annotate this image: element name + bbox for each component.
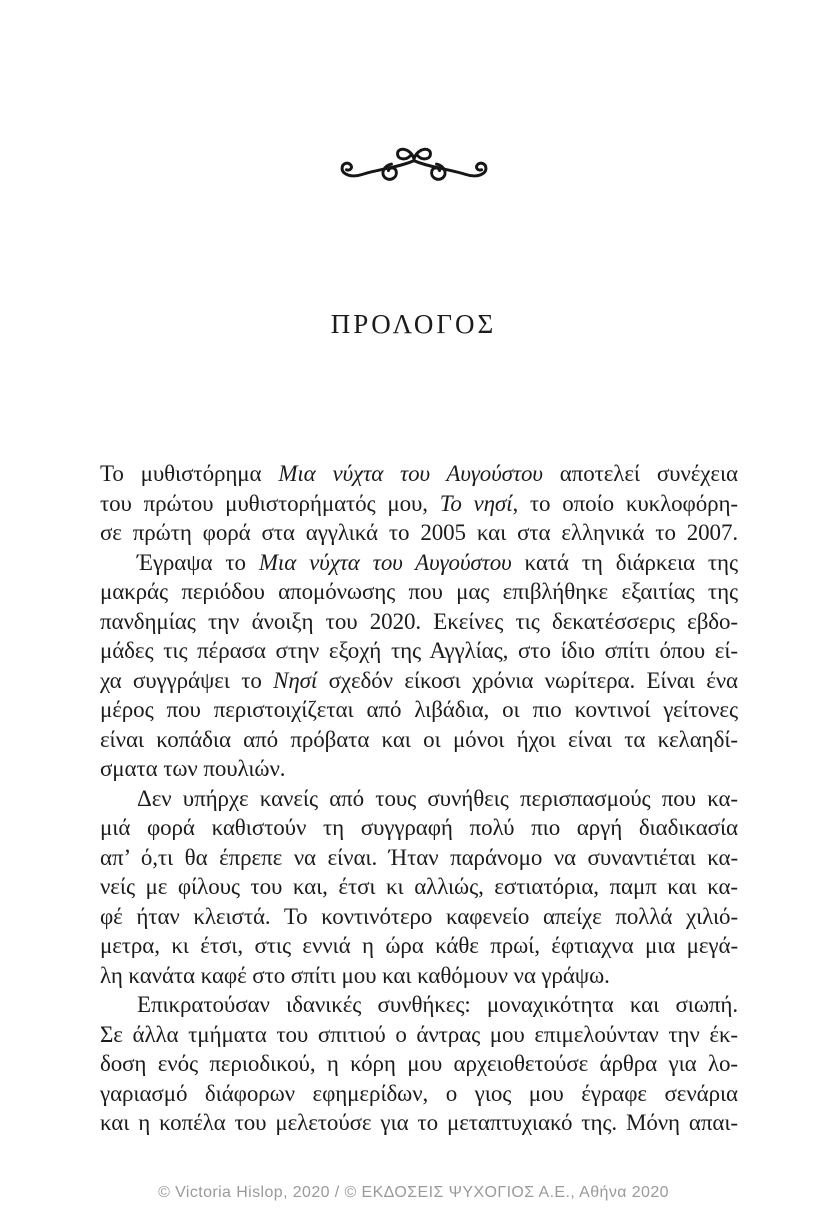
text-segment: αποτελεί συνέχεια — [542, 461, 738, 486]
italic-book-title: Νησί — [273, 667, 318, 693]
text-segment: Σε άλλα τμήματα του σπιτιού ο άντρας μου επιμελούνταν την έκ- — [100, 1021, 738, 1047]
text-segment: κατά τη διάρκεια της — [511, 549, 738, 575]
text-segment: Επικρατούσαν ιδανικές συνθήκες: μοναχικότητα και σιωπή. — [137, 992, 738, 1017]
text-line — [100, 1049, 738, 1079]
text-segment: λη κανάτα καφέ στο σπίτι μου και καθόμουν να γράψω. — [100, 962, 610, 988]
italic-book-title: Μια νύχτα του Αυγούστου — [278, 461, 543, 486]
text-segment: είναι κοπάδια από πρόβατα και οι μόνοι ήχοι είναι τα κελαηδί- — [100, 726, 738, 752]
decorative-flourish-icon — [336, 137, 492, 186]
text-segment: πανδημίας την άνοιξη του 2020. Εκείνες τις δεκατέσσερις εβδο- — [100, 608, 738, 634]
footer-copyright: © Victoria Hislop, 2020 / © ΕΚΔΟΣΕΙΣ ΨΥΧΟΓΙΟΣ Α.Ε., Αθήνα 2020 — [158, 1184, 669, 1201]
page-title: ΠΡΟΛΟΓΟΣ — [330, 309, 497, 339]
text-line — [100, 489, 738, 519]
text-line — [100, 961, 738, 991]
text-line — [100, 518, 738, 548]
text-line — [100, 636, 738, 666]
text-segment: , το οποίο κυκλοφόρη- — [512, 490, 738, 516]
text-segment: μέρος που περιστοιχίζεται από λιβάδια, οι πιο κοντινοί γείτονες — [100, 697, 738, 722]
text-segment: δοση ενός περιοδικού, η κόρη μου αρχειοθετούσε άρθρα για λο- — [100, 1051, 738, 1076]
text-line — [100, 1020, 738, 1050]
text-segment: Το μυθιστόρημα — [100, 461, 279, 486]
text-segment: απ’ ό,τι θα έπρεπε να είναι. Ήταν παράνομο να συναντιέται κα- — [100, 844, 738, 870]
text-segment: και η κοπέλα του μελετούσε για το μεταπτυχιακό της. Μόνη απαι- — [100, 1110, 738, 1135]
text-line — [100, 607, 738, 637]
text-segment: μακράς περιόδου απομόνωσης που μας επιβλήθηκε εξαιτίας της — [100, 579, 738, 604]
body-text — [100, 459, 738, 1138]
text-segment: μάδες τις πέρασα στην εξοχή της Αγγλίας, στο ίδιο σπίτι όπου εί- — [100, 638, 738, 663]
text-segment: Έγραψα το — [137, 549, 259, 575]
text-line — [100, 695, 738, 725]
text-segment: χα συγγράψει το — [100, 667, 274, 693]
ornament-container — [0, 137, 827, 186]
text-line — [100, 754, 738, 784]
text-segment: νείς με φίλους του και, έτσι κι αλλιώς, εστιατόρια, παμπ και κα- — [100, 874, 738, 899]
text-line — [100, 548, 738, 578]
text-line — [100, 1079, 738, 1109]
text-line — [100, 931, 738, 961]
text-line — [100, 813, 738, 843]
text-line — [100, 990, 738, 1020]
text-segment: μιά φορά καθιστούν τη συγγραφή πολύ πιο αργή διαδικασία — [100, 815, 738, 840]
text-line — [100, 784, 738, 814]
text-line — [100, 577, 738, 607]
text-line — [100, 725, 738, 755]
text-line — [100, 459, 738, 489]
text-segment: σματα των πουλιών. — [100, 756, 286, 781]
text-segment: του πρώτου μυθιστορήματός μου, — [100, 490, 440, 516]
text-line — [100, 666, 738, 696]
italic-book-title: Μια νύχτα του Αυγούστου — [258, 549, 512, 575]
text-segment: Δεν υπήρχε κανείς από τους συνήθεις περισπασμούς που κα- — [137, 785, 738, 811]
text-segment: φέ ήταν κλειστά. Το κοντινότερο καφενείο απείχε πολλά χιλιό- — [100, 903, 738, 929]
text-line — [100, 843, 738, 873]
text-line — [100, 902, 738, 932]
text-segment: μετρα, κι έτσι, στις εννιά η ώρα κάθε πρωί, έφτιαχνα μια μεγά- — [100, 933, 738, 958]
text-segment: σχεδόν είκοσι χρόνια νωρίτερα. Είναι ένα — [317, 667, 739, 693]
text-segment: σε πρώτη φορά στα αγγλικά το 2005 και στα ελληνικά το 2007. — [100, 520, 738, 545]
text-line — [100, 1108, 738, 1138]
text-segment: γαριασμό διάφορων εφημερίδων, ο γιος μου έγραφε σενάρια — [100, 1080, 738, 1106]
text-line — [100, 872, 738, 902]
italic-book-title: Το νησί — [439, 490, 513, 516]
